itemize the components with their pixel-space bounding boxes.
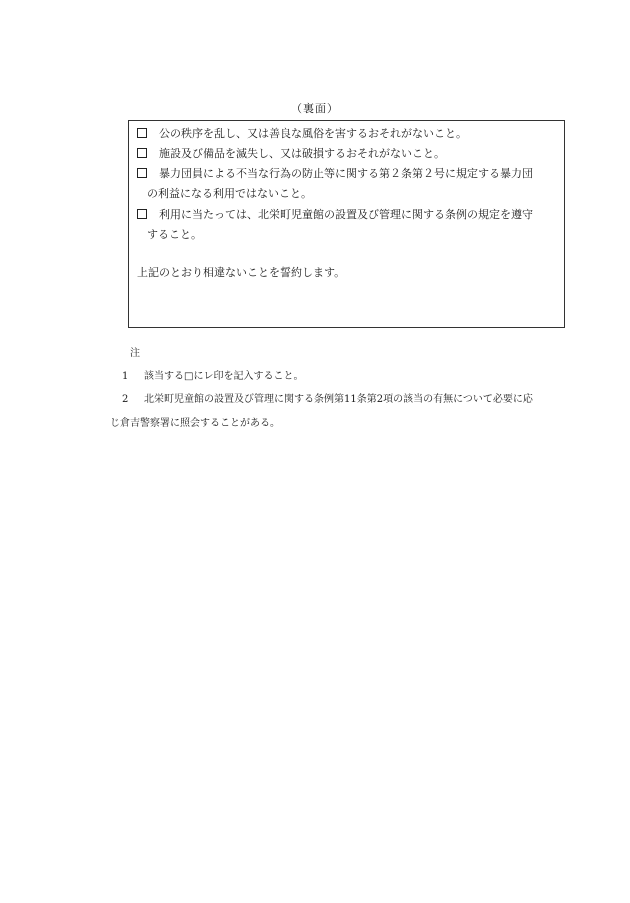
pledge-text: 利用に当たっては、北栄町児童館の設置及び管理に関する条例の規定を遵守 bbox=[159, 208, 533, 221]
pledge-text: 暴力団員による不当な行為の防止等に関する第２条第２号に規定する暴力団 bbox=[159, 167, 533, 180]
note-number: 2 bbox=[122, 394, 129, 405]
note-text-continued: じ倉吉警察署に照会することがある。 bbox=[110, 418, 280, 429]
pledge-text-continued: すること。 bbox=[147, 228, 202, 241]
pledge-text-continued: の利益になる利用ではないこと。 bbox=[147, 187, 312, 200]
note-number: 1 bbox=[122, 371, 129, 382]
pledge-item bbox=[137, 207, 533, 242]
note-text: 該当する□にレ印を記入すること。 bbox=[144, 371, 304, 382]
pledge-item bbox=[137, 166, 533, 201]
note-item bbox=[122, 390, 533, 405]
checkbox-icon[interactable] bbox=[137, 128, 147, 138]
checkbox-icon[interactable] bbox=[137, 148, 147, 158]
page-heading: （裏面） bbox=[291, 102, 339, 115]
pledge-text: 施設及び備品を滅失し、又は破損するおそれがないこと。 bbox=[159, 147, 445, 160]
pledge-text: 公の秩序を乱し、又は善良な風俗を害するおそれがないこと。 bbox=[159, 127, 467, 140]
note-item bbox=[122, 367, 303, 382]
notes-heading: 注 bbox=[130, 348, 140, 359]
checkbox-icon[interactable] bbox=[137, 168, 147, 178]
checkbox-icon[interactable] bbox=[137, 209, 147, 219]
pledge-item bbox=[137, 146, 445, 161]
pledge-box bbox=[128, 120, 565, 328]
pledge-item bbox=[137, 126, 467, 141]
declaration-text: 上記のとおり相違ないことを誓約します。 bbox=[137, 266, 346, 279]
note-text: 北栄町児童館の設置及び管理に関する条例第11条第2項の該当の有無について必要に応 bbox=[144, 394, 533, 405]
